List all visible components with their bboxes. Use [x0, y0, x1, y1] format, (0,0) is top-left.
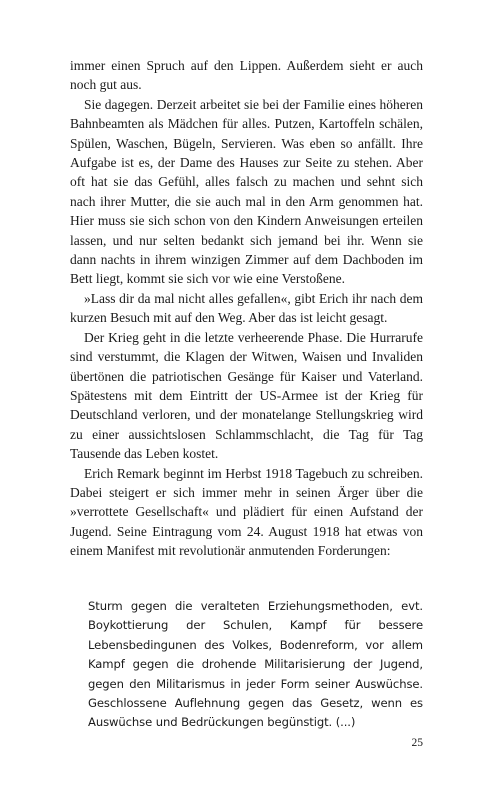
- paragraph: immer einen Spruch auf den Lippen. Außerdem sieht er auch noch gut aus.: [70, 58, 423, 93]
- paragraph: »Lass dir da mal nicht alles gefallen«, gibt Erich ihr nach dem kurzen Besuch mit auf den Weg. Aber das ist leicht gesagt.: [70, 290, 423, 326]
- body-text: [70, 56, 423, 561]
- quote-text: Sturm gegen die veralteten Erziehungsmethoden, evt. Boykottierung der Schulen, Kampf für bessere Lebensbedingunen des Volkes, Bodenreform, vor allem Kampf gegen die drohende Militarisierung der Jugend, gegen den Militarismus in jeder Form seiner Auswüchse. Geschlossene Auflehnung gegen das Gesetz, wenn es Auswüchse und Bedrückungen begünstigt. (...): [88, 599, 423, 730]
- page-number: 25: [411, 737, 423, 749]
- block-quote: [88, 597, 423, 733]
- paragraph: Erich Remark beginnt im Herbst 1918 Tagebuch zu schreiben. Dabei steigert er sich immer mehr in seinen Ärger über die »verrottete Gesellschaft« und plädiert für einen Aufstand der Jugend. Seine Eintragung vom 24. August 1918 hat etwas von einem Manifest mit revolutionär anmutenden Forderungen:: [70, 465, 423, 559]
- paragraph: Der Krieg geht in die letzte verheerende Phase. Die Hurrarufe sind verstummt, die Klagen der Witwen, Waisen und Invaliden übertönen die patriotischen Gesänge für Kaiser und Vaterland. Spätestens mit dem Eintritt der US-Armee ist der Krieg für Deutschland verloren, und der monatelange Stellungskrieg wird zu einer aussichtslosen Schlammschlacht, die Tag für Tag Tausende das Leben kostet.: [70, 329, 423, 462]
- paragraph: Sie dagegen. Derzeit arbeitet sie bei der Familie eines höheren Bahnbeamten als Mädchen für alles. Putzen, Kartoffeln schälen, Spülen, Waschen, Bügeln, Servieren. Was eben so anfällt. Ihre Aufgabe ist es, der Dame des Hauses zur Seite zu stehen. Aber oft hat sie das Gefühl, alles falsch zu machen und sehnt sich nach ihrer Mutter, die sie auch mal in den Arm genommen hat. Hier muss sie sich schon von den Kindern Anweisungen erteilen lassen, und nur selten bedankt sich jemand bei ihr. Wenn sie dann nachts in ihrem winzigen Zimmer auf dem Dachboden im Bett liegt, kommt sie sich vor wie eine Verstoßene.: [70, 96, 423, 287]
